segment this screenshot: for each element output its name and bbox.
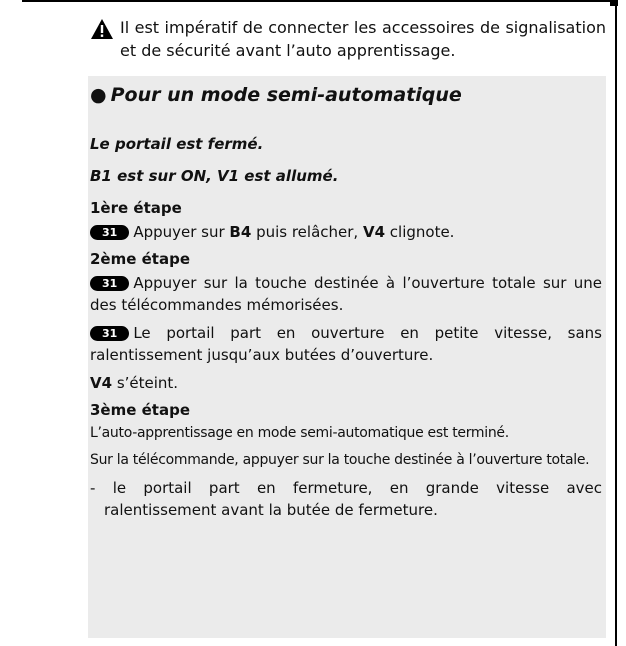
step2-text2: Le portail part en ouverture en petite vitesse, sans ralentissement jusqu’aux butées d’ouverture. bbox=[90, 324, 602, 364]
step2-instruction-1 bbox=[90, 272, 602, 316]
step2-text1: Appuyer sur la touche destinée à l’ouverture totale sur une des télécommandes mémorisées. bbox=[90, 274, 602, 314]
step3-title: 3ème étape bbox=[90, 401, 191, 419]
condition-gate-closed: Le portail est fermé. bbox=[90, 135, 264, 153]
corner-mark bbox=[610, 0, 618, 6]
step1-title: 1ère étape bbox=[90, 199, 182, 217]
key-v4: V4 bbox=[90, 374, 113, 392]
step2-instruction-2 bbox=[90, 322, 602, 366]
step1-text-a: Appuyer sur bbox=[133, 223, 230, 241]
bullet-icon: ● bbox=[90, 84, 107, 106]
warning-triangle-icon bbox=[90, 18, 114, 40]
step1-instruction bbox=[90, 221, 602, 243]
step3-text2: Sur la télécommande, appuyer sur la touche destinée à l’ouverture totale. bbox=[90, 452, 590, 468]
frame-right-rule bbox=[615, 0, 617, 646]
section-title bbox=[90, 82, 602, 108]
key-v4: V4 bbox=[362, 223, 386, 241]
key-b4: B4 bbox=[229, 223, 252, 241]
v4-off-text: s’éteint. bbox=[112, 374, 179, 392]
warning-note bbox=[90, 16, 606, 62]
step1-text-c: clignote. bbox=[385, 223, 455, 241]
frame-top-rule bbox=[22, 0, 616, 2]
step2-v4-off bbox=[90, 372, 602, 394]
badge-31: 31 bbox=[90, 225, 129, 240]
step2-title: 2ème étape bbox=[90, 250, 191, 268]
warning-text: Il est impératif de connecter les accessoires de signalisation et de sécurité avant l’auto apprentissage. bbox=[120, 18, 606, 60]
step3-dash-item: - le portail part en fermeture, en grande vitesse avec ralentissement avant la butée de fermeture. bbox=[90, 479, 602, 519]
step1-text-b: puis relâcher, bbox=[251, 223, 363, 241]
badge-31: 31 bbox=[90, 276, 129, 291]
procedure-panel bbox=[88, 76, 606, 638]
condition-b1-v1: B1 est sur ON, V1 est allumé. bbox=[90, 167, 339, 185]
step3-text1: L’auto-apprentissage en mode semi-automatique est terminé. bbox=[90, 425, 509, 441]
badge-31: 31 bbox=[90, 326, 129, 341]
section-title-text: Pour un mode semi-automatique bbox=[110, 84, 462, 106]
